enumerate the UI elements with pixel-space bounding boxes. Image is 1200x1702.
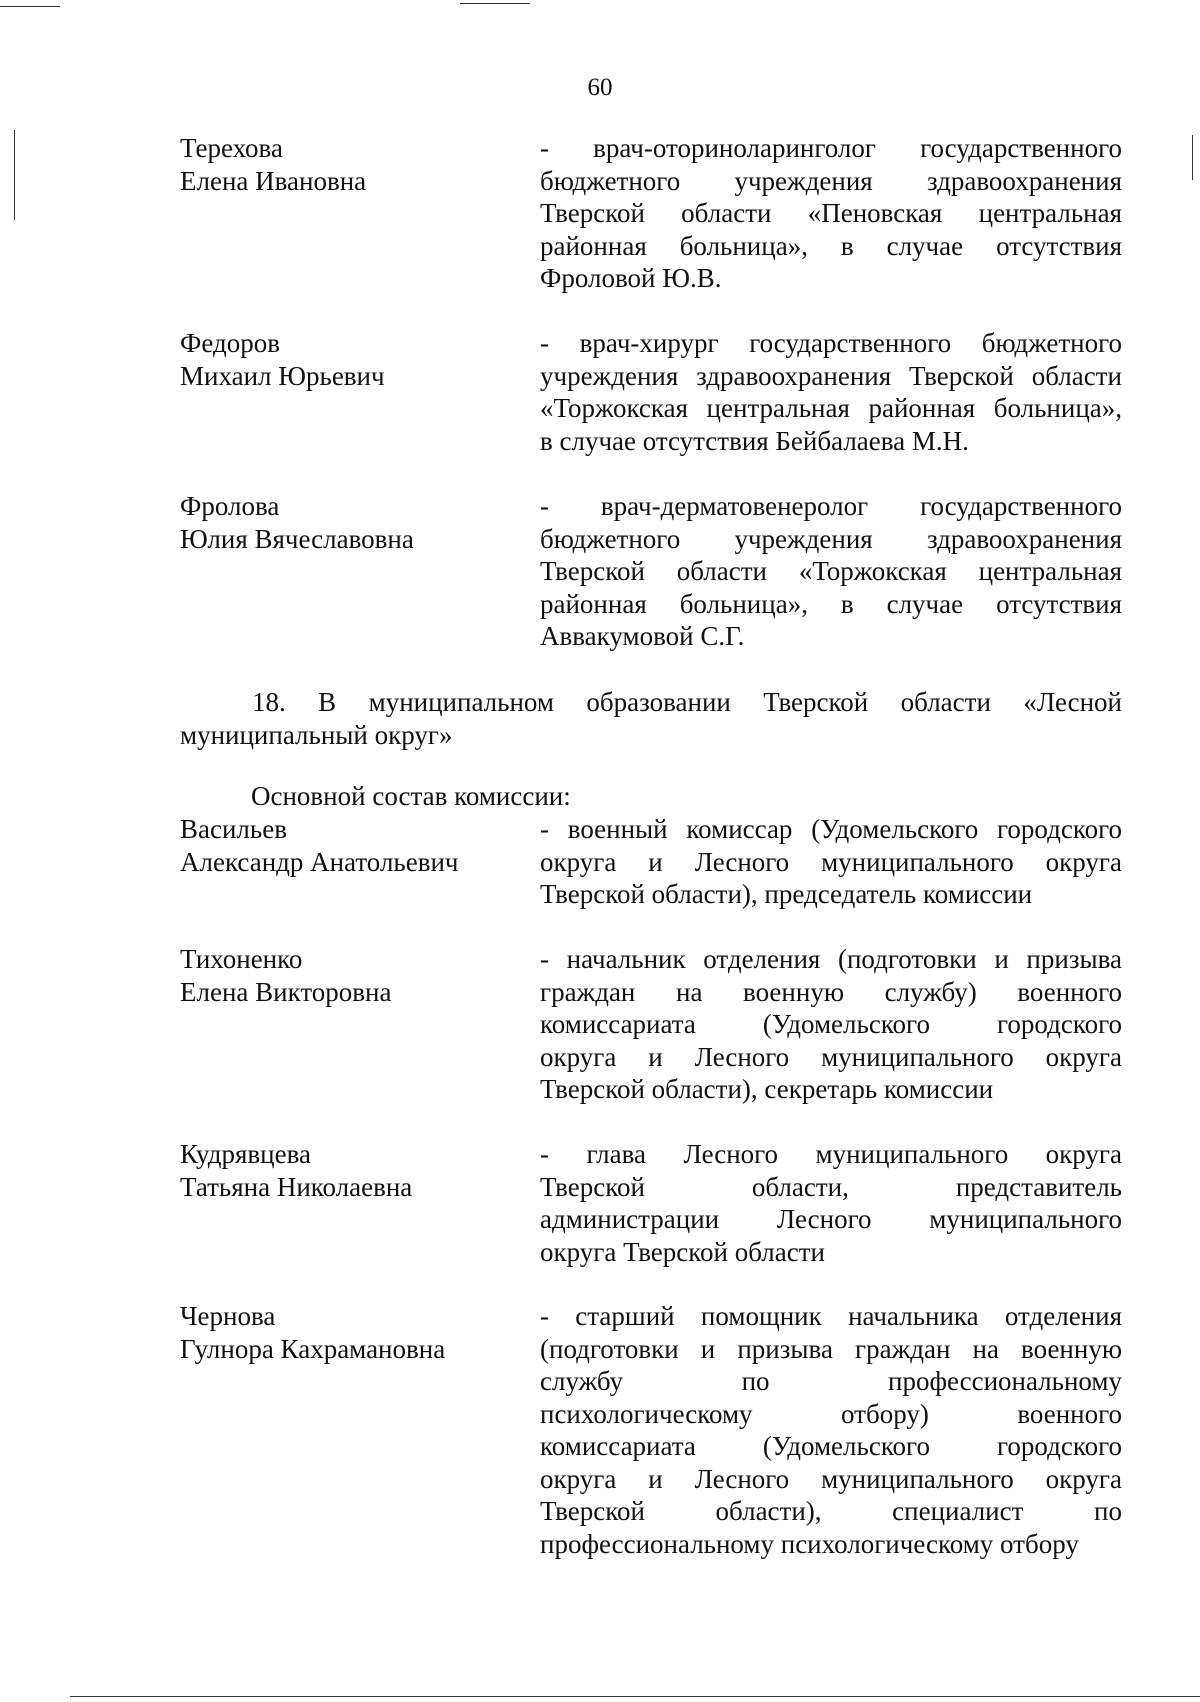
member-name <box>180 490 510 555</box>
composition-label: Основной состав комиссии: <box>251 781 571 811</box>
section-heading-line2: муниципальный округ» <box>180 719 453 750</box>
member-name <box>180 1138 510 1203</box>
member-surname: Чернова <box>180 1301 276 1331</box>
member-surname: Кудрявцева <box>180 1139 311 1169</box>
description-line: округа и Лесного муниципального округа <box>540 846 1122 877</box>
description-line: - глава Лесного муниципального округа <box>540 1139 1122 1169</box>
member-surname: Фролова <box>180 491 280 521</box>
description-line: Аввакумовой С.Г. <box>540 621 745 651</box>
description-line: Тверской области «Торжокская центральная <box>540 556 1122 586</box>
description-line: администрации Лесного муниципального <box>540 1204 1122 1234</box>
member-description <box>540 1138 1122 1268</box>
member-given-name: Гулнора Кахрамановна <box>180 1333 446 1364</box>
description-line: Тверской области, представитель <box>540 1171 1122 1202</box>
member-description <box>540 813 1122 911</box>
description-line: (подготовки и призыва граждан на военную <box>540 1333 1122 1364</box>
description-line: районная больница», в случае отсутствия <box>540 588 1122 619</box>
description-line: Тверской области), председатель комиссии <box>540 879 1033 909</box>
description-line: Тверской области «Пеновская центральная <box>540 198 1122 228</box>
description-line: комиссариата (Удомельского городского <box>540 1431 1122 1461</box>
description-line: профессиональному психологическому отбору <box>540 1528 1079 1559</box>
member-name <box>180 132 510 197</box>
scan-artifact-bottom <box>70 1696 1200 1697</box>
member-name <box>180 943 510 1008</box>
scan-artifact-top-mid <box>460 3 530 4</box>
description-line: психологическому отбору) военного <box>540 1398 1122 1429</box>
description-line: - врач-дерматовенеролог государственного <box>540 491 1122 521</box>
description-line: округа и Лесного муниципального округа <box>540 1463 1122 1494</box>
member-name <box>180 327 510 392</box>
description-line: Тверской области), специалист по <box>540 1496 1122 1526</box>
member-description <box>540 132 1122 295</box>
description-line: Тверской области), секретарь комиссии <box>540 1074 994 1104</box>
member-surname: Тихоненко <box>180 944 303 974</box>
description-line: - старший помощник начальника отделения <box>540 1301 1122 1331</box>
member-given-name: Елена Викторовна <box>180 976 392 1007</box>
member-given-name: Александр Анатольевич <box>180 846 459 877</box>
member-name <box>180 813 510 878</box>
description-line: бюджетного учреждения здравоохранения <box>540 523 1122 554</box>
member-given-name: Елена Ивановна <box>180 165 367 196</box>
description-line: граждан на военную службу) военного <box>540 976 1122 1007</box>
section-heading <box>180 686 1122 751</box>
scan-artifact-left-edge <box>14 130 15 220</box>
section-heading-line1: 18. В муниципальном образовании Тверской области «Лесной <box>252 687 1122 717</box>
scan-artifact-top-left <box>0 6 60 7</box>
description-line: - врач-хирург государственного бюджетного <box>540 328 1122 358</box>
member-name <box>180 1300 510 1365</box>
member-given-name: Михаил Юрьевич <box>180 360 385 391</box>
member-description <box>540 1300 1122 1560</box>
member-surname: Федоров <box>180 328 280 358</box>
description-line: районная больница», в случае отсутствия <box>540 230 1122 261</box>
description-line: Фроловой Ю.В. <box>540 263 722 293</box>
description-line: округа Тверской области <box>540 1236 825 1267</box>
member-given-name: Татьяна Николаевна <box>180 1171 413 1202</box>
description-line: - начальник отделения (подготовки и призыва <box>540 944 1122 974</box>
description-line: учреждения здравоохранения Тверской области <box>540 360 1122 391</box>
member-surname: Терехова <box>180 133 283 163</box>
member-surname: Васильев <box>180 814 287 844</box>
description-line: округа и Лесного муниципального округа <box>540 1041 1122 1072</box>
member-description <box>540 943 1122 1106</box>
description-line: бюджетного учреждения здравоохранения <box>540 165 1122 196</box>
description-line: в случае отсутствия Бейбалаева М.Н. <box>540 425 969 456</box>
description-line: службу по профессиональному <box>540 1366 1122 1396</box>
description-line: «Торжокская центральная районная больница», <box>540 393 1122 423</box>
description-line: комиссариата (Удомельского городского <box>540 1009 1122 1039</box>
description-line: - военный комиссар (Удомельского городского <box>540 814 1122 844</box>
member-given-name: Юлия Вячеславовна <box>180 523 414 554</box>
scan-artifact-right-edge <box>1192 135 1193 180</box>
member-description <box>540 327 1122 457</box>
page-number: 60 <box>587 74 613 101</box>
member-description <box>540 490 1122 653</box>
description-line: - врач-оториноларинголог государственного <box>540 133 1122 163</box>
